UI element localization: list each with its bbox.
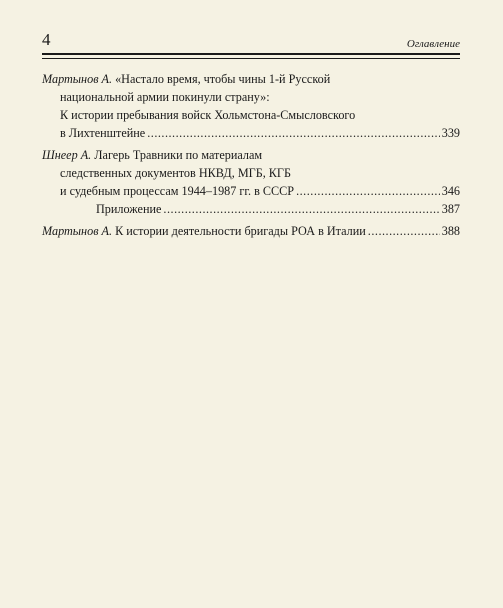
dot-leader [296,182,440,200]
toc-entry-title-line: К истории пребывания войск Хольмстона-Смысловского [60,108,356,122]
toc-entry-title-line: «Настало время, чтобы чины 1-й Русской [115,72,331,86]
toc-page-number: 388 [441,224,460,238]
dot-leader [163,200,439,218]
toc-subentry[interactable] [42,200,460,218]
toc-entry-title-line: К истории деятельности бригады РОА в Италии [115,224,366,238]
toc-entry-title-line: и судебным процессам 1944–1987 гг. в СССР [60,184,295,198]
header-rule-thin [42,58,460,59]
toc-entry-title-line: в Лихтенштейне [60,126,146,140]
toc-entry-author: Мартынов А. [42,224,113,238]
toc-entry-author: Шнеер А. [42,148,92,162]
toc-entry-title-line: следственных документов НКВД, МГБ, КГБ [60,166,291,180]
running-head: Оглавление [406,38,460,50]
toc-entry[interactable] [42,222,460,240]
toc-page-number: 387 [441,202,460,216]
page-number: 4 [42,30,51,49]
table-of-contents [42,70,460,240]
toc-subentry-title: Приложение [96,202,162,216]
dot-leader [368,222,440,240]
toc-entry-author: Мартынов А. [42,72,113,86]
toc-page-number: 346 [441,184,460,198]
toc-entry[interactable] [42,146,460,200]
toc-entry-title-line: национальной армии покинули страну»: [60,90,270,104]
toc-entry[interactable] [42,70,460,142]
toc-page-number: 339 [441,126,460,140]
dot-leader [147,124,440,142]
header-rule-thick [42,53,460,55]
toc-entry-title-line: Лагерь Травники по материалам [94,148,263,162]
